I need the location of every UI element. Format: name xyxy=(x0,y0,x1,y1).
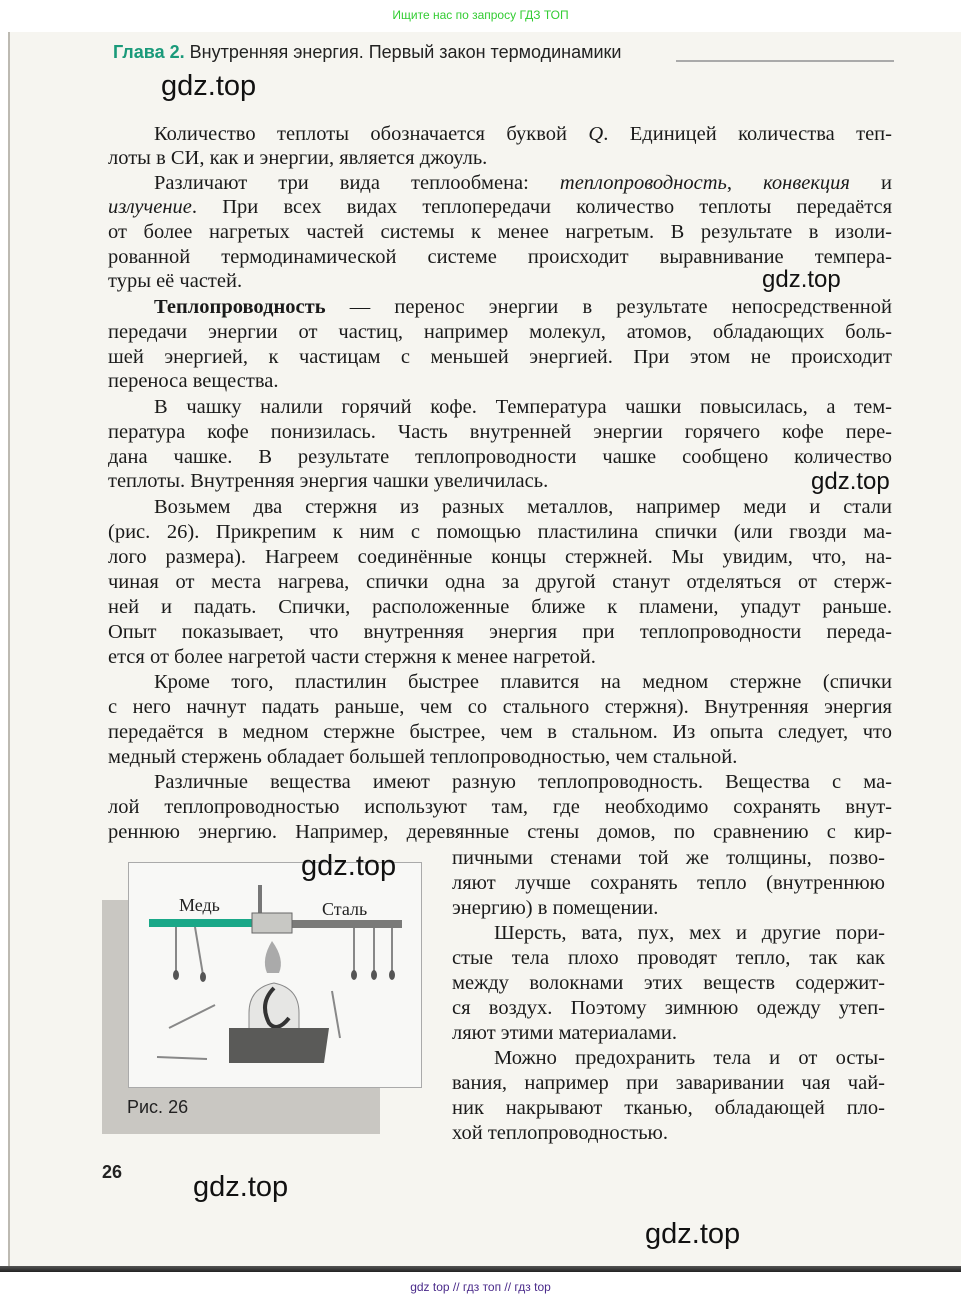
figure-caption: Рис. 26 xyxy=(127,1097,189,1117)
text-segment: конвекция xyxy=(763,172,850,194)
text-segment: . Единицей количества теп- xyxy=(603,123,892,145)
text-line xyxy=(154,171,892,195)
text-line xyxy=(108,545,892,569)
text-line xyxy=(108,195,892,219)
text-segment: лой теплопроводностью используют там, где необходимо сохранять внут- xyxy=(108,796,892,818)
text-line xyxy=(108,620,892,644)
text-line xyxy=(154,670,892,694)
text-segment: лоты в СИ, как и энергии, является джоуль. xyxy=(108,147,488,169)
search-banner: Ищите нас по запросу ГДЗ ТОП xyxy=(392,8,569,22)
text-segment: ляют этими материалами. xyxy=(452,1022,677,1044)
text-line xyxy=(452,1096,885,1120)
text-segment: ется от более нагретой части стержня к менее нагретой. xyxy=(108,646,596,668)
text-segment: теплоты. Внутренняя энергия чашки увеличилась. xyxy=(108,470,549,492)
text-line xyxy=(154,122,892,146)
watermark: gdz.top xyxy=(811,468,890,495)
text-segment: энергию) в помещении. xyxy=(452,897,659,919)
header-rule xyxy=(676,60,894,62)
figure-26 xyxy=(128,862,422,1088)
text-line xyxy=(452,846,885,870)
text-line xyxy=(108,369,278,393)
page-bottom-edge xyxy=(0,1266,961,1272)
text-segment: Можно предохранить тела и от осты- xyxy=(494,1047,885,1069)
text-line xyxy=(108,469,548,493)
text-segment: В чашку налили горячий кофе. Температура чашки повысилась, а тем- xyxy=(154,396,892,418)
text-segment: Различают три вида теплообмена: xyxy=(154,172,560,194)
text-line xyxy=(108,595,892,619)
text-line xyxy=(108,445,892,469)
text-segment: Опыт показывает, что внутренняя энергия при теплопроводности переда- xyxy=(108,621,892,643)
text-segment: и xyxy=(849,172,892,194)
footer-links: gdz top // гдз топ // гдз top xyxy=(410,1280,551,1294)
text-segment: между волокнами этих веществ содержит- xyxy=(452,972,885,994)
text-segment: ник накрывают тканью, обладающей пло- xyxy=(452,1097,885,1119)
text-segment: дана чашке. В результате теплопроводности чашке сообщено количество xyxy=(108,446,892,468)
text-segment: рованной термодинамической системе происходит выравнивание темпера- xyxy=(108,246,892,268)
text-segment: ляют лучше сохранять тепло (внутреннюю xyxy=(452,872,885,894)
matches-hanging xyxy=(176,927,392,975)
text-line xyxy=(108,570,892,594)
text-line xyxy=(108,720,892,744)
text-segment: Q xyxy=(588,123,604,145)
text-segment: — перенос энергии в результате непосредственной xyxy=(325,296,892,318)
watermark: gdz.top xyxy=(193,1171,289,1203)
chapter-title: Внутренняя энергия. Первый закон термодинамики xyxy=(189,42,622,62)
lamp-base xyxy=(229,1028,329,1063)
watermark: gdz.top xyxy=(645,1218,741,1250)
text-segment: хой теплопроводностью. xyxy=(452,1122,669,1144)
text-line xyxy=(452,971,885,995)
text-segment: медный стержень обладает большей теплопроводностью, чем стальной. xyxy=(108,746,738,768)
text-line xyxy=(452,896,658,920)
text-line xyxy=(452,1121,668,1145)
text-line xyxy=(108,745,737,769)
text-line xyxy=(452,1021,677,1045)
text-line xyxy=(108,146,487,170)
text-segment: передаётся в медном стержне быстрее, чем в стальном. Из опыта следует, что xyxy=(108,721,892,743)
text-segment: стые тела плохо проводят тепло, так как xyxy=(452,947,885,969)
text-segment: излучение xyxy=(108,196,192,218)
text-segment: с него начнут падать раньше, чем со стального стержня). Внутренняя энергия xyxy=(108,696,892,718)
text-line xyxy=(108,820,892,844)
text-line xyxy=(154,395,892,419)
text-segment: Возьмем два стержня из разных металлов, например меди и стали xyxy=(154,496,892,518)
text-line xyxy=(108,795,892,819)
text-line xyxy=(452,996,885,1020)
copper-label: Медь xyxy=(179,895,220,915)
text-segment: (рис. 26). Прикрепим к ним с помощью пластилина спички (или гвозди ма- xyxy=(108,521,892,543)
chapter-label: Глава 2. xyxy=(113,42,185,62)
text-line xyxy=(154,495,892,519)
text-line xyxy=(108,320,892,344)
watermark: gdz.top xyxy=(762,266,841,293)
text-segment: переноса вещества. xyxy=(108,370,279,392)
copper-rod xyxy=(149,919,254,927)
text-segment: , xyxy=(726,172,764,194)
text-segment: чиная от места нагрева, спички одна за другой станут отделяться от стерж- xyxy=(108,571,892,593)
text-line xyxy=(452,1071,885,1095)
steel-rod xyxy=(290,920,402,928)
text-segment: шей энергией, к частицам с меньшей энергией. При этом не происходит xyxy=(108,346,892,368)
text-segment: туры её частей. xyxy=(108,270,243,292)
text-line xyxy=(108,520,892,544)
flame-icon xyxy=(265,941,281,973)
text-segment: Количество теплоты обозначается буквой xyxy=(154,123,589,145)
text-segment: пичными стенами той же толщины, позво- xyxy=(452,847,885,869)
text-line xyxy=(108,220,892,244)
text-segment: пература кофе понизилась. Часть внутренней энергии горячего кофе пере- xyxy=(108,421,892,443)
text-segment: Шерсть, вата, пух, мех и другие пори- xyxy=(494,922,885,944)
text-segment: лого размера). Нагреем соединённые концы стержней. Мы увидим, что, на- xyxy=(108,546,892,568)
clamp xyxy=(252,913,292,933)
text-line xyxy=(154,770,892,794)
text-line xyxy=(494,1046,885,1070)
watermark: gdz.top xyxy=(161,70,257,102)
heat-conduction-illustration xyxy=(129,863,421,1087)
text-segment: Кроме того, пластилин быстрее плавится на медном стержне (спички xyxy=(154,671,892,693)
text-segment: Различные вещества имеют разную теплопроводность. Вещества с ма- xyxy=(154,771,892,793)
text-line xyxy=(494,921,885,945)
text-segment: передачи энергии от частиц, например молекул, атомов, обладающих боль- xyxy=(108,321,892,343)
text-segment: теплопроводность xyxy=(559,172,727,194)
page-number: 26 xyxy=(102,1162,123,1182)
chapter-header xyxy=(113,42,621,63)
text-segment: ней и падать. Спички, расположенные ближе к пламени, упадут раньше. xyxy=(108,596,892,618)
text-line xyxy=(452,871,885,895)
watermark: gdz.top xyxy=(301,850,397,882)
text-segment: ся воздух. Поэтому зимнюю одежду утеп- xyxy=(452,997,885,1019)
text-segment: от более нагретых частей системы к менее нагретым. В результате в изоли- xyxy=(108,221,892,243)
text-segment: реннюю энергию. Например, деревянные стены домов, по сравнению с кир- xyxy=(108,821,892,843)
text-line xyxy=(108,645,596,669)
text-segment: Теплопроводность xyxy=(154,296,326,318)
text-line xyxy=(108,420,892,444)
text-line xyxy=(108,695,892,719)
steel-label: Сталь xyxy=(322,899,368,919)
text-line xyxy=(452,946,885,970)
text-line xyxy=(108,345,892,369)
text-segment: . При всех видах теплопередачи количество теплоты передаётся xyxy=(191,196,892,218)
text-line xyxy=(108,269,242,293)
stand-rod xyxy=(258,885,262,913)
match-heads xyxy=(173,970,395,982)
text-line xyxy=(154,295,892,319)
text-segment: вания, например при заваривании чая чай- xyxy=(452,1072,885,1094)
